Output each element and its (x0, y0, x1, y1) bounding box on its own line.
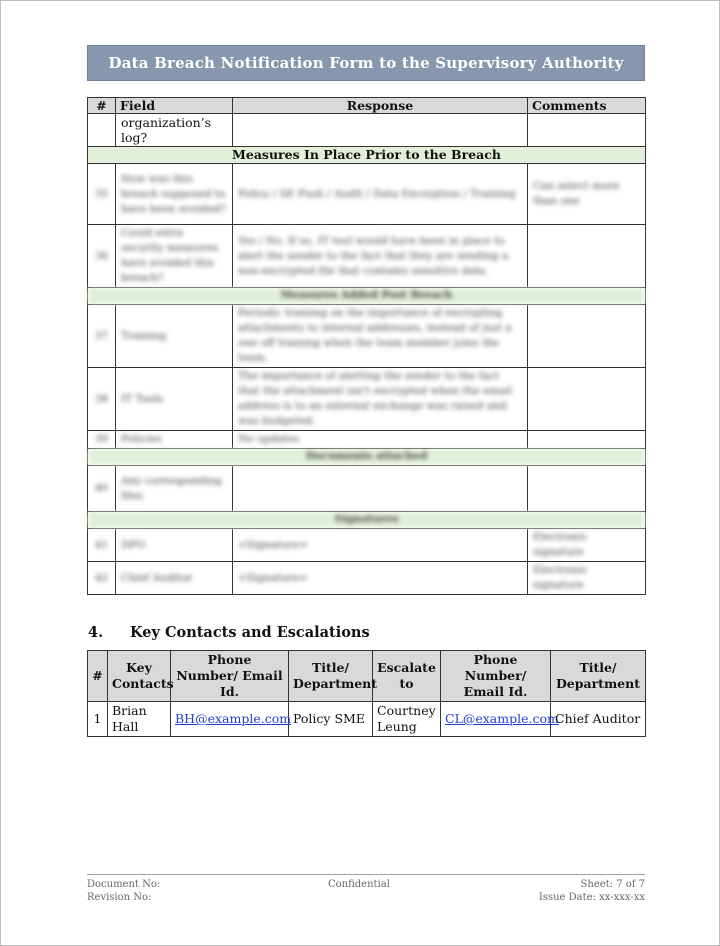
row-comments[interactable] (528, 466, 646, 512)
header-escalate-phone-email: Phone Number/ Email Id. (441, 651, 551, 702)
table-row (88, 529, 646, 562)
row-response[interactable]: No updates (233, 431, 528, 449)
row-response[interactable]: Policy / SE Push / Audit / Data Encryption / Training (233, 164, 528, 225)
table-row (88, 164, 646, 225)
row-response[interactable]: The importance of alerting the sender to the fact that the attachment isn't encrypted when the email address is to an external exchange was raised and was budgeted. (233, 368, 528, 431)
table-row (88, 225, 646, 288)
table-row (88, 431, 646, 449)
section-label-signatures: Signatures (88, 512, 646, 529)
header-response: Response (233, 98, 528, 114)
section-label-prior: Measures In Place Prior to the Breach (88, 147, 646, 164)
blurred-rows (88, 164, 646, 595)
header-phone-email: Phone Number/ Email Id. (171, 651, 289, 702)
escalate-email-cell (441, 702, 559, 737)
key-contacts-table (87, 650, 646, 737)
form-title: Data Breach Notification Form to the Supervisory Authority (87, 45, 645, 81)
table-row (88, 368, 646, 431)
header-title-department: Title/ Department (289, 651, 373, 702)
row-field: organization’s log? (116, 114, 233, 147)
row-comments[interactable]: Electronic signature (528, 562, 646, 595)
row-response[interactable] (233, 114, 528, 147)
footer-confidential: Confidential (328, 879, 390, 890)
header-field: Field (116, 98, 233, 114)
row-num: 35 (88, 164, 116, 225)
escalate-email-link[interactable]: CL@example.com (445, 711, 559, 726)
row-comments[interactable] (528, 114, 646, 147)
footer-sheet: Sheet: 7 of 7 (580, 879, 645, 890)
table-row (88, 702, 646, 737)
row-comments[interactable]: Can select more than one (528, 164, 646, 225)
table-row (88, 562, 646, 595)
contacts-header-row (88, 651, 646, 702)
row-comments[interactable]: Electronic signature (528, 529, 646, 562)
row-num: 41 (88, 529, 116, 562)
section-row-prior (88, 147, 646, 164)
header-comments: Comments (528, 98, 646, 114)
row-field: Training (116, 305, 233, 368)
section-row-docs (88, 449, 646, 466)
header-escalate-to: Escalate to (373, 651, 441, 702)
row-field: Could extra security measures have avoided this breach? (116, 225, 233, 288)
table-row (88, 466, 646, 512)
form-header-row (88, 98, 646, 114)
contact-email-cell (171, 702, 292, 737)
section-row-signatures (88, 512, 646, 529)
section-label-docs: Documents attached (88, 449, 646, 466)
section-title: Key Contacts and Escalations (130, 624, 370, 641)
table-row (88, 114, 646, 147)
row-response[interactable]: Yes / No. If so, IT tool would have been in place to alert the sender to the fact that they are sending a non-encrypted file that contains sensitive data. (233, 225, 528, 288)
footer-divider (87, 874, 645, 875)
contact-name: Brian Hall (108, 702, 171, 737)
row-num: 40 (88, 466, 116, 512)
breach-form-table (87, 97, 646, 595)
row-field: Any corresponding files (116, 466, 233, 512)
row-num: 36 (88, 225, 116, 288)
header-key-contacts: Key Contacts (108, 651, 171, 702)
row-field: Policies (116, 431, 233, 449)
contact-num: 1 (88, 702, 108, 737)
header-num: # (88, 651, 108, 702)
row-response[interactable] (233, 466, 528, 512)
row-response[interactable]: Periodic training on the importance of encrypting attachments to internal addresses, instead of just a one off training when the team member joins the team. (233, 305, 528, 368)
row-num: 39 (88, 431, 116, 449)
row-field: IT Tools (116, 368, 233, 431)
row-field: DPO (116, 529, 233, 562)
header-num: # (88, 98, 116, 114)
escalate-title: Chief Auditor (551, 702, 646, 737)
footer-document-no: Document No: (87, 879, 161, 890)
row-field: Chief Auditor (116, 562, 233, 595)
row-response[interactable]: <Signature> (233, 529, 528, 562)
header-escalate-title-department: Title/ Department (551, 651, 646, 702)
contact-email-link[interactable]: BH@example.com (175, 711, 292, 726)
row-response[interactable]: <Signature> (233, 562, 528, 595)
row-field: How was this breach supposed to have been avoided? (116, 164, 233, 225)
row-num: 42 (88, 562, 116, 595)
footer-issue-date: Issue Date: xx-xxx-xx (538, 892, 645, 903)
row-comments[interactable] (528, 305, 646, 368)
escalate-name: Courtney Leung (373, 702, 441, 737)
footer-revision-no: Revision No: (87, 892, 152, 903)
row-num (88, 114, 116, 147)
row-num: 37 (88, 305, 116, 368)
section-label-post: Measures Added Post Breach (88, 288, 646, 305)
row-comments[interactable] (528, 431, 646, 449)
section-number: 4. (88, 624, 104, 641)
section-row-post (88, 288, 646, 305)
table-row (88, 305, 646, 368)
section-4-heading (88, 624, 370, 641)
row-comments[interactable] (528, 225, 646, 288)
contact-title: Policy SME (289, 702, 373, 737)
row-num: 38 (88, 368, 116, 431)
row-comments[interactable] (528, 368, 646, 431)
